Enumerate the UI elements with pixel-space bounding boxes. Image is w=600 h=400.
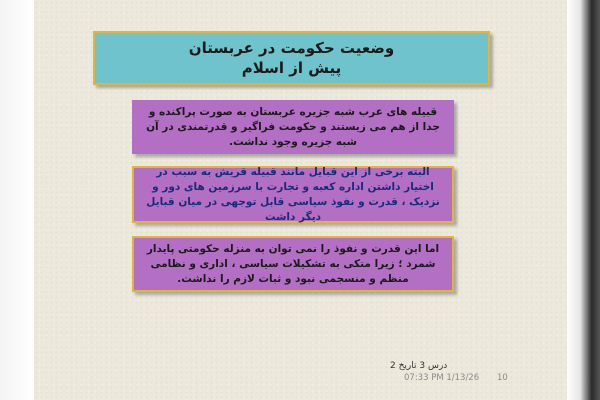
slide-title-line-1: وضعیت حکومت در عربستان (188, 39, 395, 57)
footer-datetime: 07:33 PM 1/13/26 (404, 373, 480, 383)
content-box-1 (132, 100, 454, 154)
left-margin (0, 0, 34, 400)
slide-title-line-2: پیش از اسلام (241, 59, 342, 77)
content-box-1-text: قبیله های عرب شبه جزیره عربستان به صورت پراکنده و جدا از هم می زیستند و حکومت فراگیر و قدرتمندی در آن شبه جزیره وجود نداشت. (146, 105, 440, 148)
content-box-3-text: اما این قدرت و نفوذ را نمی توان به منزله حکومتی پایدار شمرد ؛ زیرا متکی به تشکیلات سیاسی ، اداری و نظامی منظم و منسجمی نبود و ثبات لازم را نداشت. (146, 242, 440, 285)
slide-title-box (93, 31, 490, 85)
content-box-2-text: البته برخی از این قبایل مانند قبیله قریش به سبب در اختیار داشتن اداره کعبه و تجارت با سرزمین های دور و نزدیک ، قدرت و نفوذ سیاسی قابل توجهی در میان قبایل دیگر داشت (146, 165, 440, 223)
content-box-2 (132, 166, 454, 223)
content-box-3 (132, 236, 454, 292)
footer-page-number: 10 (497, 373, 508, 383)
right-scroll-edge (567, 0, 600, 400)
footer-lesson-label: درس 3 تاریخ 2 (390, 361, 448, 371)
